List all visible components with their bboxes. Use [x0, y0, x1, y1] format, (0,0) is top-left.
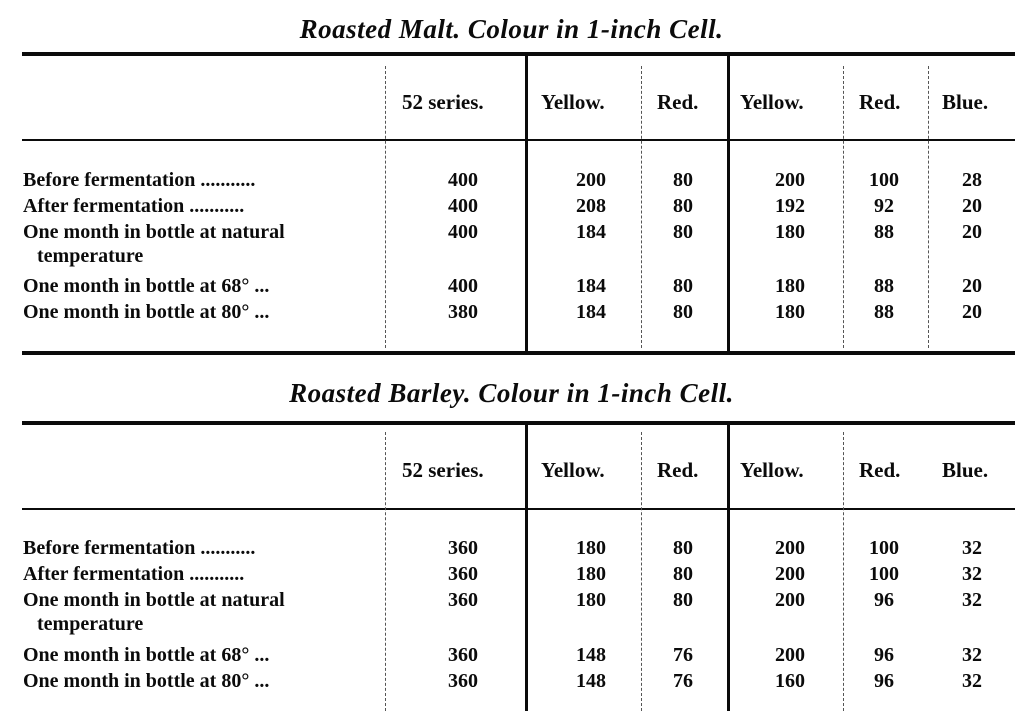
barley-cell: 180 [576, 537, 606, 559]
malt-cell: 200 [775, 169, 805, 191]
barley-cell: 360 [448, 670, 478, 692]
barley-row-label: One month in bottle at 68° ... [23, 644, 270, 666]
malt-cell: 180 [775, 221, 805, 243]
malt-header-yellow-2: Yellow. [740, 90, 804, 114]
barley-row-label: One month in bottle at natural [23, 589, 285, 611]
malt-cell: 180 [775, 301, 805, 323]
malt-cell: 400 [448, 221, 478, 243]
barley-header-yellow-2: Yellow. [740, 458, 804, 482]
malt-row-label: One month in bottle at 80° ... [23, 301, 270, 323]
malt-cell: 20 [962, 195, 982, 217]
malt-bottom-rule [22, 351, 1015, 355]
malt-cell: 184 [576, 275, 606, 297]
malt-cell: 184 [576, 221, 606, 243]
barley-header-52-series: 52 series. [402, 458, 484, 482]
malt-cell: 100 [869, 169, 899, 191]
barley-cell: 200 [775, 537, 805, 559]
malt-cell: 400 [448, 195, 478, 217]
malt-col-divider-1 [385, 66, 386, 348]
barley-cell: 360 [448, 563, 478, 585]
malt-header-red-2: Red. [859, 90, 901, 114]
barley-cell: 100 [869, 563, 899, 585]
malt-cell: 208 [576, 195, 606, 217]
barley-row-label-continued: temperature [37, 613, 144, 635]
malt-row-label: Before fermentation ........... [23, 169, 256, 191]
barley-row-label: After fermentation ........... [23, 563, 245, 585]
malt-header-blue: Blue. [942, 90, 989, 114]
barley-row-label: One month in bottle at 80° ... [23, 670, 270, 692]
malt-cell: 80 [673, 301, 693, 323]
barley-cell: 96 [874, 589, 894, 611]
barley-cell: 76 [673, 644, 693, 666]
barley-header-red-1: Red. [657, 458, 699, 482]
barley-cell: 80 [673, 537, 693, 559]
malt-col-divider-6 [928, 66, 929, 348]
barley-cell: 200 [775, 563, 805, 585]
barley-cell: 80 [673, 589, 693, 611]
barley-cell: 76 [673, 670, 693, 692]
malt-cell: 180 [775, 275, 805, 297]
malt-cell: 88 [874, 275, 894, 297]
malt-cell: 88 [874, 221, 894, 243]
malt-row-label: One month in bottle at natural [23, 221, 285, 243]
barley-cell: 96 [874, 644, 894, 666]
malt-table-title: Roasted Malt. Colour in 1-inch Cell. [299, 14, 724, 44]
barley-cell: 148 [576, 644, 606, 666]
malt-col-divider-3 [641, 66, 642, 348]
barley-cell: 80 [673, 563, 693, 585]
barley-cell: 360 [448, 589, 478, 611]
barley-top-rule [22, 421, 1015, 425]
barley-col-divider-2 [525, 425, 528, 711]
malt-header-52-series: 52 series. [402, 90, 484, 114]
malt-header-red-1: Red. [657, 90, 699, 114]
malt-cell: 92 [874, 195, 894, 217]
barley-cell: 32 [962, 670, 982, 692]
malt-top-rule [22, 52, 1015, 56]
barley-row-label: Before fermentation ........... [23, 537, 256, 559]
barley-header-yellow-1: Yellow. [541, 458, 605, 482]
barley-cell: 32 [962, 644, 982, 666]
malt-cell: 80 [673, 169, 693, 191]
malt-cell: 88 [874, 301, 894, 323]
malt-col-divider-5 [843, 66, 844, 348]
malt-cell: 192 [775, 195, 805, 217]
malt-col-divider-4 [727, 56, 730, 352]
barley-cell: 32 [962, 537, 982, 559]
malt-row-label-continued: temperature [37, 245, 144, 267]
barley-header-red-2: Red. [859, 458, 901, 482]
malt-cell: 200 [576, 169, 606, 191]
malt-cell: 184 [576, 301, 606, 323]
malt-cell: 28 [962, 169, 982, 191]
barley-cell: 360 [448, 537, 478, 559]
malt-cell: 380 [448, 301, 478, 323]
malt-cell: 80 [673, 275, 693, 297]
barley-cell: 360 [448, 644, 478, 666]
malt-cell: 80 [673, 195, 693, 217]
malt-cell: 400 [448, 169, 478, 191]
malt-col-divider-2 [525, 56, 528, 352]
malt-header-yellow-1: Yellow. [541, 90, 605, 114]
barley-cell: 160 [775, 670, 805, 692]
barley-col-divider-3 [641, 432, 642, 711]
barley-col-divider-4 [727, 425, 730, 711]
malt-cell: 20 [962, 301, 982, 323]
malt-row-label: After fermentation ........... [23, 195, 245, 217]
barley-cell: 32 [962, 563, 982, 585]
barley-cell: 180 [576, 563, 606, 585]
barley-col-divider-5 [843, 432, 844, 711]
malt-cell: 20 [962, 275, 982, 297]
barley-cell: 148 [576, 670, 606, 692]
barley-header-blue: Blue. [942, 458, 989, 482]
malt-row-label: One month in bottle at 68° ... [23, 275, 270, 297]
barley-table-title: Roasted Barley. Colour in 1-inch Cell. [289, 378, 734, 408]
barley-cell: 200 [775, 589, 805, 611]
malt-cell: 80 [673, 221, 693, 243]
barley-cell: 96 [874, 670, 894, 692]
barley-col-divider-1 [385, 432, 386, 711]
malt-header-rule [22, 139, 1015, 141]
barley-cell: 200 [775, 644, 805, 666]
barley-cell: 180 [576, 589, 606, 611]
malt-cell: 20 [962, 221, 982, 243]
barley-cell: 32 [962, 589, 982, 611]
barley-header-rule [22, 508, 1015, 510]
barley-cell: 100 [869, 537, 899, 559]
malt-cell: 400 [448, 275, 478, 297]
